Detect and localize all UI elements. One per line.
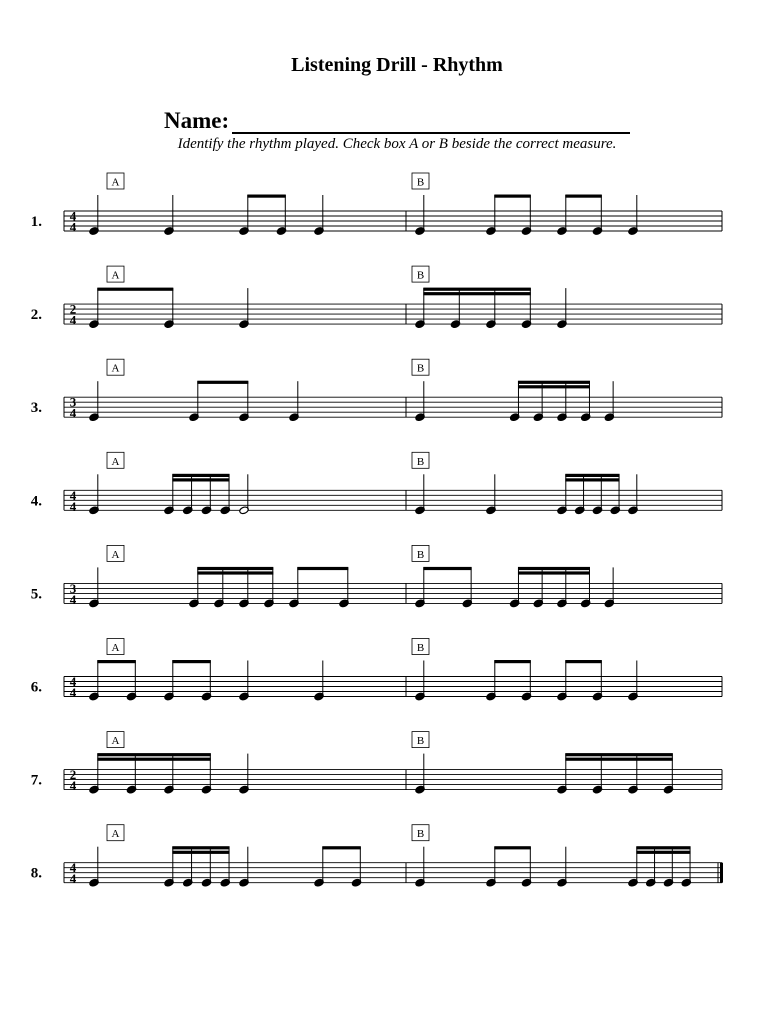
exercise-number: 7. — [30, 772, 42, 789]
note-beam — [518, 567, 590, 570]
note-beam — [97, 753, 211, 756]
time-signature-bottom: 4 — [69, 405, 77, 421]
time-signature-bottom: 4 — [69, 498, 77, 514]
answer-label: A — [111, 362, 120, 375]
time-signature-top: 4 — [69, 674, 77, 689]
drill-row — [31, 173, 722, 235]
note-beam — [172, 478, 229, 481]
drill-row — [31, 825, 723, 887]
drill-row — [31, 452, 722, 514]
answer-label: B — [416, 548, 425, 561]
instructions: Identify the rhythm played. Check box A or B beside the correct measure. — [177, 136, 617, 152]
answer-label: B — [416, 828, 425, 841]
drill-row — [31, 266, 722, 328]
time-signature-top: 4 — [69, 208, 77, 224]
time-signature-bottom: 4 — [69, 312, 77, 328]
time-signature-bottom: 4 — [69, 591, 77, 607]
note-beam — [322, 846, 361, 849]
note-beam — [565, 753, 673, 756]
answer-label: B — [416, 455, 425, 468]
time-signature-bottom: 4 — [69, 685, 77, 700]
drill-row — [31, 732, 722, 794]
note-beam — [494, 846, 531, 849]
note-beam — [197, 567, 273, 570]
exercise-number: 2. — [30, 307, 42, 324]
answer-label: A — [111, 455, 120, 468]
time-signature-top: 2 — [69, 301, 77, 317]
note-beam — [197, 381, 248, 384]
note-beam — [565, 474, 619, 477]
note-beam — [172, 474, 229, 477]
answer-label: A — [111, 269, 120, 282]
answer-label: B — [416, 735, 425, 748]
final-barline — [720, 863, 723, 883]
time-signature-bottom: 4 — [69, 871, 77, 887]
note-beam — [423, 288, 531, 291]
answer-label: B — [416, 176, 425, 189]
time-signature-top: 4 — [69, 860, 77, 876]
drill-row — [31, 359, 722, 421]
note-beam — [494, 195, 531, 198]
answer-label: B — [416, 362, 425, 375]
note-beam — [565, 758, 673, 761]
answer-label: B — [416, 642, 425, 654]
note-beam — [423, 567, 471, 570]
time-signature-top: 3 — [69, 394, 77, 410]
exercise-number: 6. — [30, 679, 42, 696]
exercise-number: 5. — [30, 586, 42, 603]
exercise-number: 1. — [30, 214, 42, 230]
note-beam — [97, 660, 136, 663]
answer-label: A — [111, 176, 120, 189]
time-signature-bottom: 4 — [69, 219, 77, 235]
note-beam — [197, 571, 273, 574]
time-signature-top: 4 — [69, 487, 77, 503]
note-beam — [172, 660, 211, 663]
note-beam — [97, 288, 173, 291]
note-beam — [518, 385, 590, 388]
note-beam — [423, 292, 531, 295]
note-beam — [518, 381, 590, 384]
time-signature-bottom: 4 — [69, 778, 77, 794]
exercise-number: 8. — [30, 865, 42, 882]
note-beam — [565, 660, 602, 663]
note-beam — [172, 851, 229, 854]
drill-row — [31, 639, 722, 701]
note-beam — [172, 846, 229, 849]
answer-label: B — [416, 269, 425, 282]
note-beam — [518, 571, 590, 574]
time-signature-top: 2 — [69, 767, 77, 783]
answer-label: A — [111, 642, 120, 654]
note-beam — [494, 660, 531, 663]
note-beam — [97, 758, 211, 761]
note-beam — [636, 846, 690, 849]
note-beam — [565, 478, 619, 481]
time-signature-top: 3 — [69, 580, 77, 596]
note-beam — [565, 195, 602, 198]
answer-label: A — [111, 548, 120, 561]
answer-label: A — [111, 735, 120, 748]
note-beam — [297, 567, 348, 570]
worksheet-title: Listening Drill - Rhythm — [291, 54, 503, 76]
exercise-number: 4. — [30, 493, 42, 510]
exercise-number: 3. — [30, 400, 42, 417]
note-beam — [247, 195, 285, 198]
name-label: Name: — [164, 108, 230, 133]
answer-label: A — [111, 828, 120, 841]
note-beam — [636, 851, 690, 854]
drill-row — [31, 545, 722, 607]
